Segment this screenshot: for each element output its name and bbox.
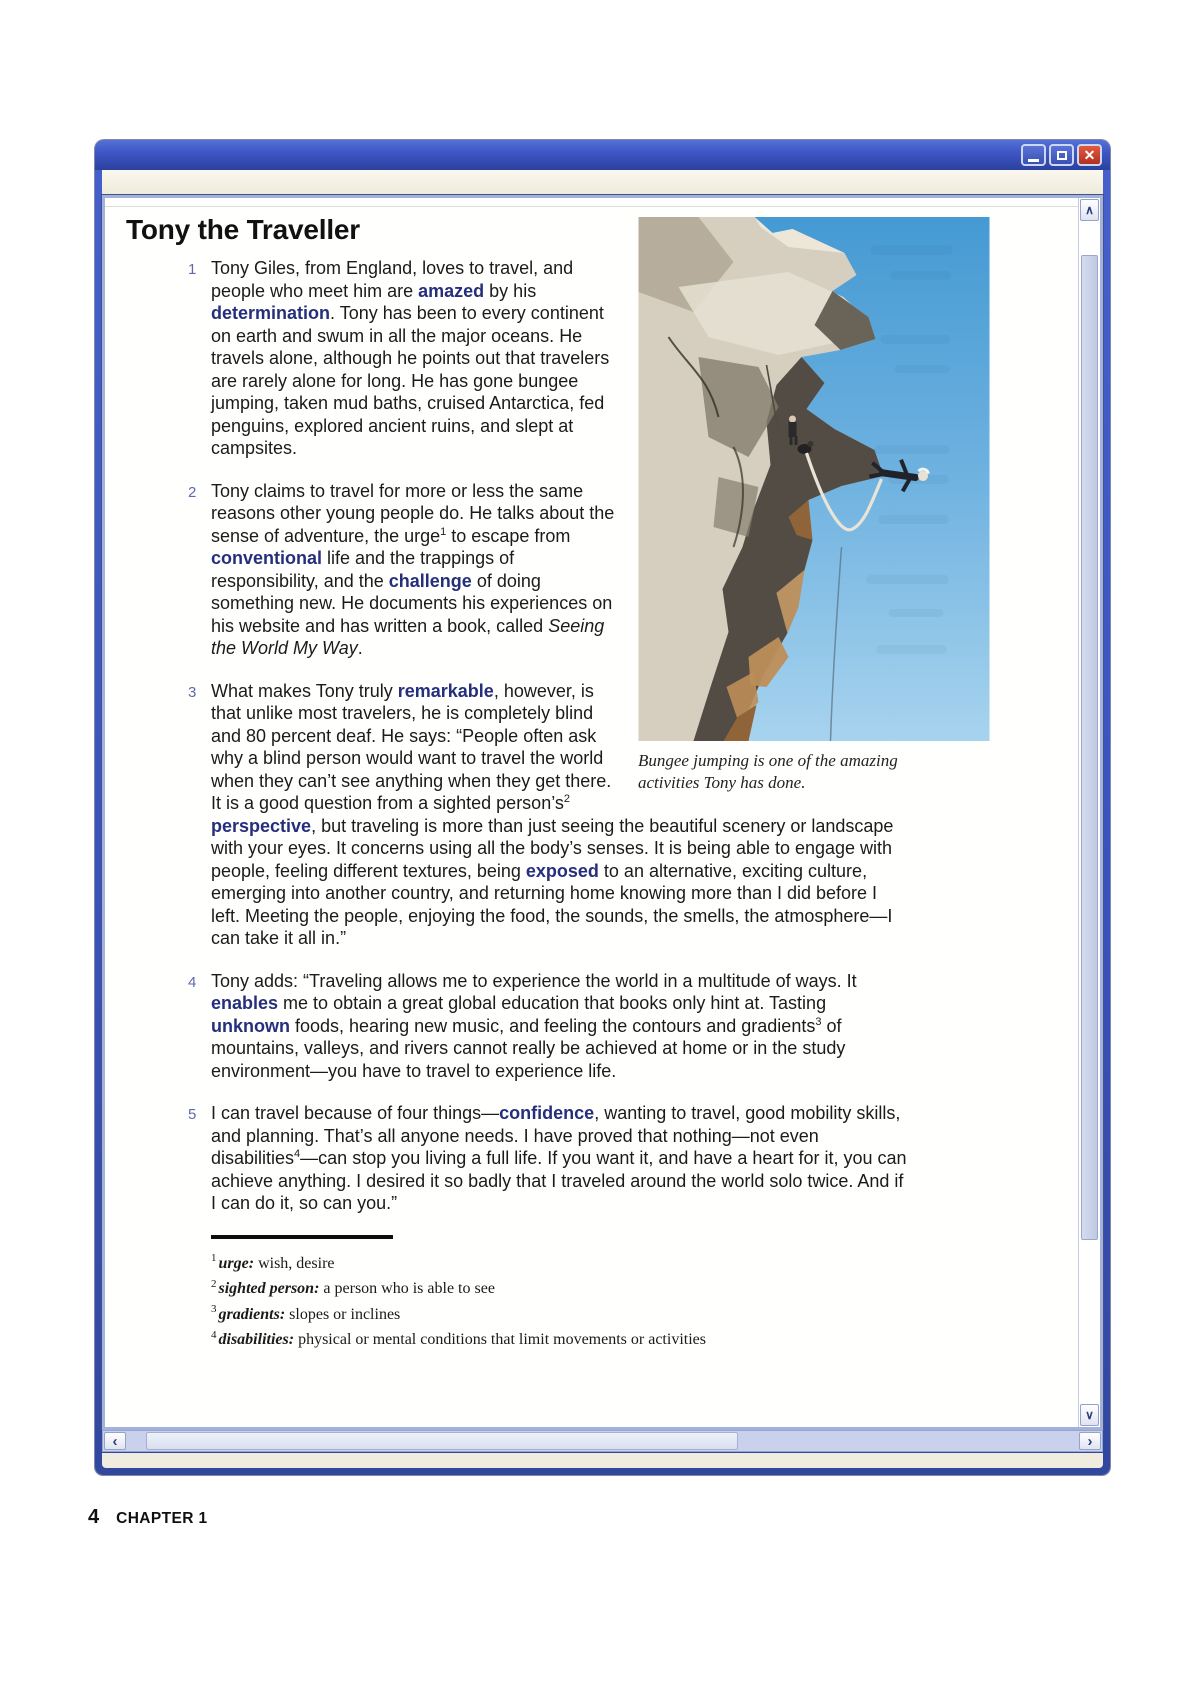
- footer-page-number: 4: [88, 1506, 100, 1528]
- page-footer: [88, 1506, 208, 1529]
- paragraph-number: 1: [188, 261, 197, 278]
- document-viewer-window: [95, 140, 1110, 1475]
- paragraph-number: 4: [188, 973, 197, 991]
- paragraph-number: 3: [188, 683, 197, 701]
- maximize-button[interactable]: [1049, 144, 1074, 166]
- paragraph-number: 5: [188, 1106, 197, 1123]
- vertical-scrollbar[interactable]: [1078, 198, 1100, 1427]
- scroll-left-button[interactable]: [104, 1432, 126, 1450]
- page-title: Tony the Traveller: [126, 214, 360, 245]
- footnote-item: [211, 1276, 910, 1302]
- chevron-left-icon: ‹: [112, 1432, 118, 1450]
- paragraph-text: Tony adds: “Traveling allows me to experience the world in a multitude of ways. It enables me to obtain a great global education that books only hint at. Tasting unknown foods, hearing new music, and feeling the contours and gradients$^3$ of mountains, valleys, and rivers cannot really be achieved at home or in the study environment—you have to travel to experience life.: [211, 970, 857, 1081]
- paragraph-text: Tony Giles, from England, loves to travel, and people who meet him are amazed by his determination. Tony has been to every continent on earth and swum in all the major oceans. He travels alone, although he points out that travelers are rarely alone for long. He has gone bungee jumping, taken mud baths, cruised Antarctica, fed penguins, explored ancient ruins, and slept at campsites.: [211, 258, 610, 458]
- paragraph: [126, 480, 910, 660]
- footnote-term: disabilities:: [218, 1331, 295, 1348]
- footnote-item: [211, 1251, 910, 1277]
- close-icon: ✕: [1083, 147, 1096, 163]
- chevron-right-icon: ›: [1087, 1432, 1093, 1450]
- footnote-item: [211, 1302, 910, 1328]
- paragraph-text: What makes Tony truly remarkable, however, is that unlike most travelers, he is completely blind and 80 percent deaf. He says: “People often ask why a blind person would want to travel the world when they can’t see anything when they get there. It is a good question from a sighted $person’s^2$ perspective, but traveling is more than just seeing the beautiful scenery or landscape with your eyes. It concerns using all the body’s senses. It is being able to engage with people, feeling different textures, being exposed to an alternative, exciting culture, emerging into another country, and returning home knowing more than I did before I left. Meeting the people, enjoying the food, the sounds, the smells, the atmosphere—I can take it all in.”: [211, 680, 894, 948]
- footnotes: [126, 1251, 910, 1353]
- minimize-button[interactable]: [1021, 144, 1046, 166]
- scroll-down-button[interactable]: [1080, 1404, 1099, 1426]
- footnote-definition: slopes or inclines: [285, 1305, 401, 1323]
- footnote-term: sighted person:: [218, 1280, 320, 1297]
- paragraph: [126, 1102, 910, 1215]
- footnote-term: gradients:: [218, 1305, 286, 1323]
- paragraph: [126, 680, 910, 950]
- paragraph-text: I can travel because of four things—confidence, wanting to travel, good mobility skills, and planning. That’s all anyone needs. I have proved that nothing—not even disabilities$^4$—can stop you living a full life. If you want it, and have a heart for it, you can achieve anything. I desired it so badly that I traveled around the world solo twice. And if I can do it, so can you.”: [211, 1103, 907, 1213]
- paragraph: [126, 257, 910, 460]
- document-page: [105, 198, 1078, 1427]
- figure-caption: Bungee jumping is one of the amazing activities Tony has done.: [638, 751, 898, 792]
- maximize-icon: [1057, 151, 1067, 160]
- footnote-number: 2: [211, 1277, 217, 1290]
- paragraph-text: Tony claims to travel for more or less the same reasons other young people do. He talks about the sense of adventure, the urge$^1$ to escape from conventional life and the trappings of responsibility, and the challenge of doing something new. He documents his experiences on his website and has written a book, called Seeing the World My Way.: [211, 480, 615, 658]
- scroll-right-button[interactable]: [1079, 1432, 1101, 1450]
- footnote-definition: wish, desire: [254, 1254, 335, 1272]
- footnote-divider: [211, 1235, 393, 1239]
- footer-chapter-label: CHAPTER 1: [116, 1510, 208, 1527]
- footnote-number: 3: [211, 1303, 217, 1316]
- chevron-down-icon: ∨: [1085, 1408, 1094, 1422]
- horizontal-scroll-thumb[interactable]: [146, 1432, 738, 1450]
- footnote-definition: a person who is able to see: [319, 1280, 495, 1297]
- minimize-icon: [1028, 159, 1039, 162]
- window-titlebar[interactable]: [95, 140, 1110, 170]
- close-button[interactable]: [1077, 144, 1102, 166]
- chevron-up-icon: ∧: [1085, 203, 1094, 217]
- footnote-item: [211, 1327, 910, 1353]
- footnote-definition: physical or mental conditions that limit movements or activities: [294, 1331, 706, 1348]
- paragraph: [126, 970, 910, 1083]
- reading-passage: [126, 257, 910, 1215]
- footnote-number: 1: [211, 1252, 217, 1265]
- horizontal-scrollbar[interactable]: [102, 1430, 1103, 1452]
- vertical-scroll-thumb[interactable]: [1081, 255, 1098, 1240]
- footnote-term: urge:: [218, 1254, 255, 1272]
- footnote-number: 4: [211, 1328, 217, 1341]
- document-client-area: [102, 195, 1103, 1430]
- scroll-up-button[interactable]: [1080, 199, 1099, 221]
- window-controls: [1021, 144, 1102, 166]
- reading-passage-article: [105, 198, 1078, 1353]
- window-toolbar[interactable]: [102, 170, 1103, 195]
- paragraph-number: 2: [188, 483, 197, 501]
- status-bar: [102, 1453, 1103, 1468]
